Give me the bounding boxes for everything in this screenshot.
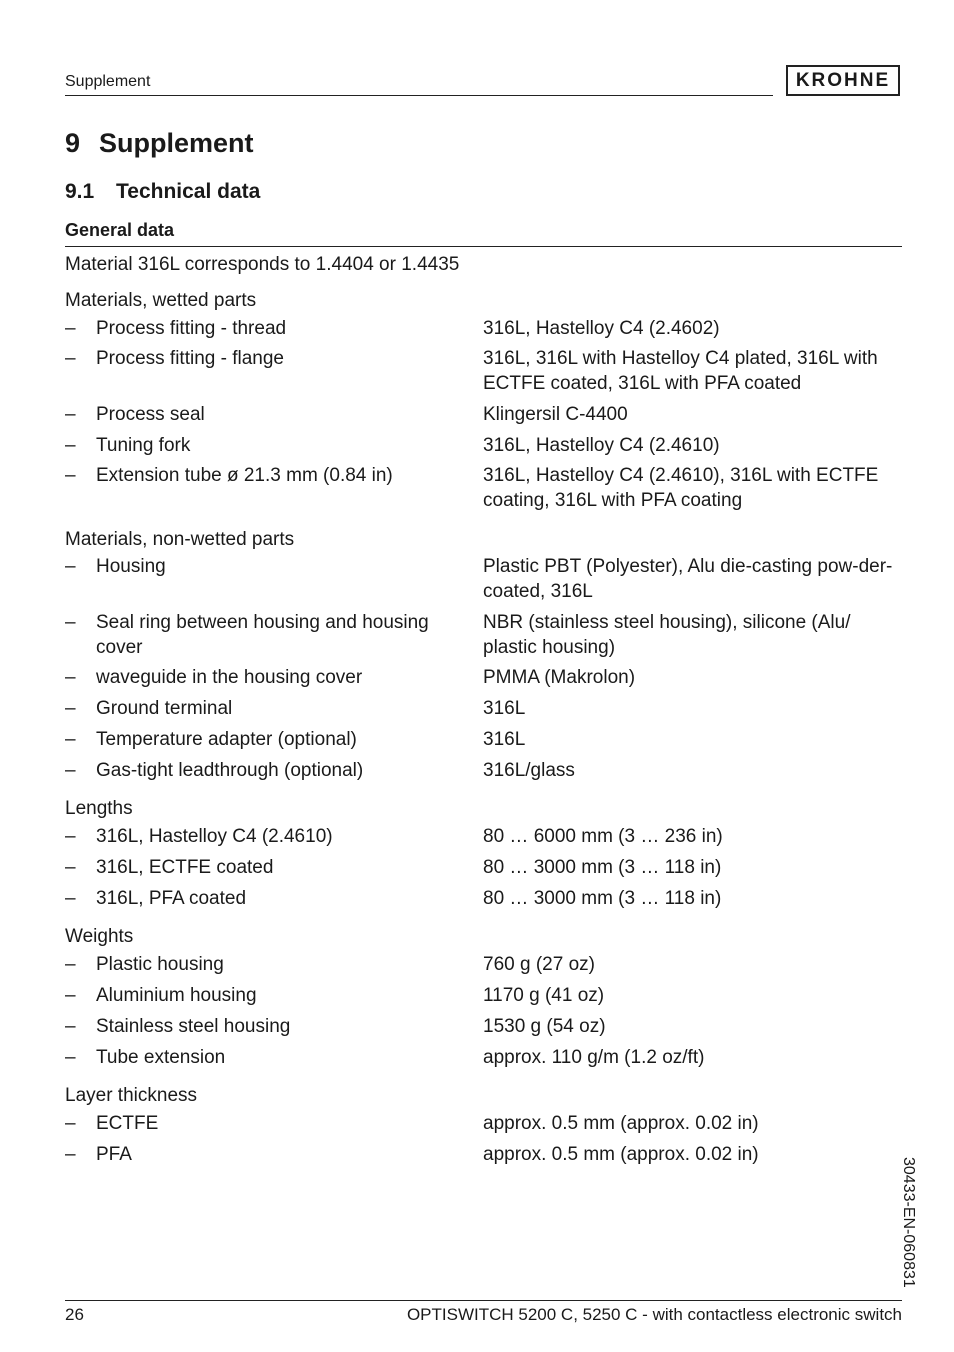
- bullet-dash: –: [65, 760, 76, 781]
- spec-label: PFA: [96, 1144, 132, 1165]
- bullet-dash: –: [65, 1113, 76, 1134]
- spec-value: 1170 g (41 oz): [483, 985, 605, 1006]
- document-code: 30433-EN-060831: [900, 1157, 917, 1288]
- spec-value: 760 g (27 oz): [483, 954, 595, 975]
- header-divider: [65, 95, 773, 96]
- spec-label: Extension tube ø 21.3 mm (0.84 in): [96, 465, 393, 486]
- bullet-dash: –: [65, 1016, 76, 1037]
- bullet-dash: –: [65, 404, 76, 425]
- bullet-dash: –: [65, 698, 76, 719]
- bullet-dash: –: [65, 985, 76, 1006]
- spec-label: Stainless steel housing: [96, 1016, 291, 1037]
- spec-value: 316L, Hastelloy C4 (2.4610), 316L with ECTFE coating, 316L with PFA coating: [483, 465, 879, 511]
- group-title-lengths: Lengths: [65, 798, 133, 819]
- footer-divider: [65, 1300, 902, 1301]
- spec-label: 316L, Hastelloy C4 (2.4610): [96, 826, 333, 847]
- spec-value: 80 … 6000 mm (3 … 236 in): [483, 826, 723, 847]
- spec-value: 80 … 3000 mm (3 … 118 in): [483, 857, 722, 878]
- bullet-dash: –: [65, 888, 76, 909]
- bullet-dash: –: [65, 435, 76, 456]
- group-title-weights: Weights: [65, 926, 134, 947]
- bullet-dash: –: [65, 729, 76, 750]
- spec-value: approx. 0.5 mm (approx. 0.02 in): [483, 1113, 759, 1134]
- bullet-dash: –: [65, 857, 76, 878]
- spec-value: 316L/glass: [483, 760, 575, 781]
- bullet-dash: –: [65, 612, 76, 633]
- spec-value: 316L: [483, 729, 526, 750]
- section-title: Technical data: [116, 180, 261, 203]
- section-number: 9.1: [65, 180, 95, 203]
- running-header: Supplement: [65, 73, 151, 90]
- bullet-dash: –: [65, 1144, 76, 1165]
- spec-value: approx. 110 g/m (1.2 oz/ft): [483, 1047, 705, 1068]
- chapter-title: Supplement: [99, 128, 254, 158]
- spec-value: 316L, 316L with Hastelloy C4 plated, 316L with ECTFE coated, 316L with PFA coated: [483, 348, 878, 394]
- spec-label: Tube extension: [96, 1047, 226, 1068]
- spec-value: 316L, Hastelloy C4 (2.4610): [483, 435, 720, 456]
- spec-label: Process seal: [96, 404, 205, 425]
- spec-label: ECTFE: [96, 1113, 159, 1134]
- spec-value: 316L: [483, 698, 526, 719]
- section-heading: [65, 180, 260, 204]
- bullet-dash: –: [65, 667, 76, 688]
- footer-doc-title: OPTISWITCH 5200 C, 5250 C - with contactless electronic switch: [406, 1305, 902, 1324]
- spec-label: 316L, PFA coated: [96, 888, 247, 909]
- spec-value: 80 … 3000 mm (3 … 118 in): [483, 888, 722, 909]
- spec-label: Tuning fork: [96, 435, 191, 456]
- spec-value: 316L, Hastelloy C4 (2.4602): [483, 318, 720, 339]
- group-title-wetted: Materials, wetted parts: [65, 290, 257, 311]
- bullet-dash: –: [65, 465, 76, 486]
- subsection-divider: [65, 246, 902, 247]
- bullet-dash: –: [65, 556, 76, 577]
- subsection-heading: General data: [65, 220, 175, 240]
- bullet-dash: –: [65, 348, 76, 369]
- spec-value: Klingersil C-4400: [483, 404, 628, 425]
- bullet-dash: –: [65, 1047, 76, 1068]
- spec-label: Aluminium housing: [96, 985, 257, 1006]
- krohne-logo: KROHNE: [786, 65, 900, 96]
- spec-value: Plastic PBT (Polyester), Alu die-casting pow-der-coated, 316L: [483, 556, 893, 602]
- intro-text: Material 316L corresponds to 1.4404 or 1.4435: [65, 254, 460, 275]
- spec-label: Process fitting - flange: [96, 348, 284, 369]
- spec-label: Gas-tight leadthrough (optional): [96, 760, 364, 781]
- spec-label: 316L, ECTFE coated: [96, 857, 274, 878]
- spec-label: Seal ring between housing and housing cover: [96, 612, 429, 658]
- bullet-dash: –: [65, 826, 76, 847]
- chapter-number: 9: [65, 128, 81, 158]
- bullet-dash: –: [65, 318, 76, 339]
- group-title-nonwetted: Materials, non-wetted parts: [65, 529, 295, 550]
- spec-value: PMMA (Makrolon): [483, 667, 636, 688]
- spec-label: Housing: [96, 556, 166, 577]
- spec-label: Plastic housing: [96, 954, 224, 975]
- spec-label: Ground terminal: [96, 698, 233, 719]
- bullet-dash: –: [65, 954, 76, 975]
- group-title-layer: Layer thickness: [65, 1085, 198, 1106]
- spec-label: Process fitting - thread: [96, 318, 287, 339]
- spec-label: Temperature adapter (optional): [96, 729, 357, 750]
- spec-value: NBR (stainless steel housing), silicone (Alu/ plastic housing): [483, 612, 851, 658]
- page-number: 26: [65, 1305, 84, 1324]
- chapter-heading: [65, 128, 254, 159]
- spec-value: 1530 g (54 oz): [483, 1016, 606, 1037]
- spec-label: waveguide in the housing cover: [96, 667, 363, 688]
- spec-value: approx. 0.5 mm (approx. 0.02 in): [483, 1144, 759, 1165]
